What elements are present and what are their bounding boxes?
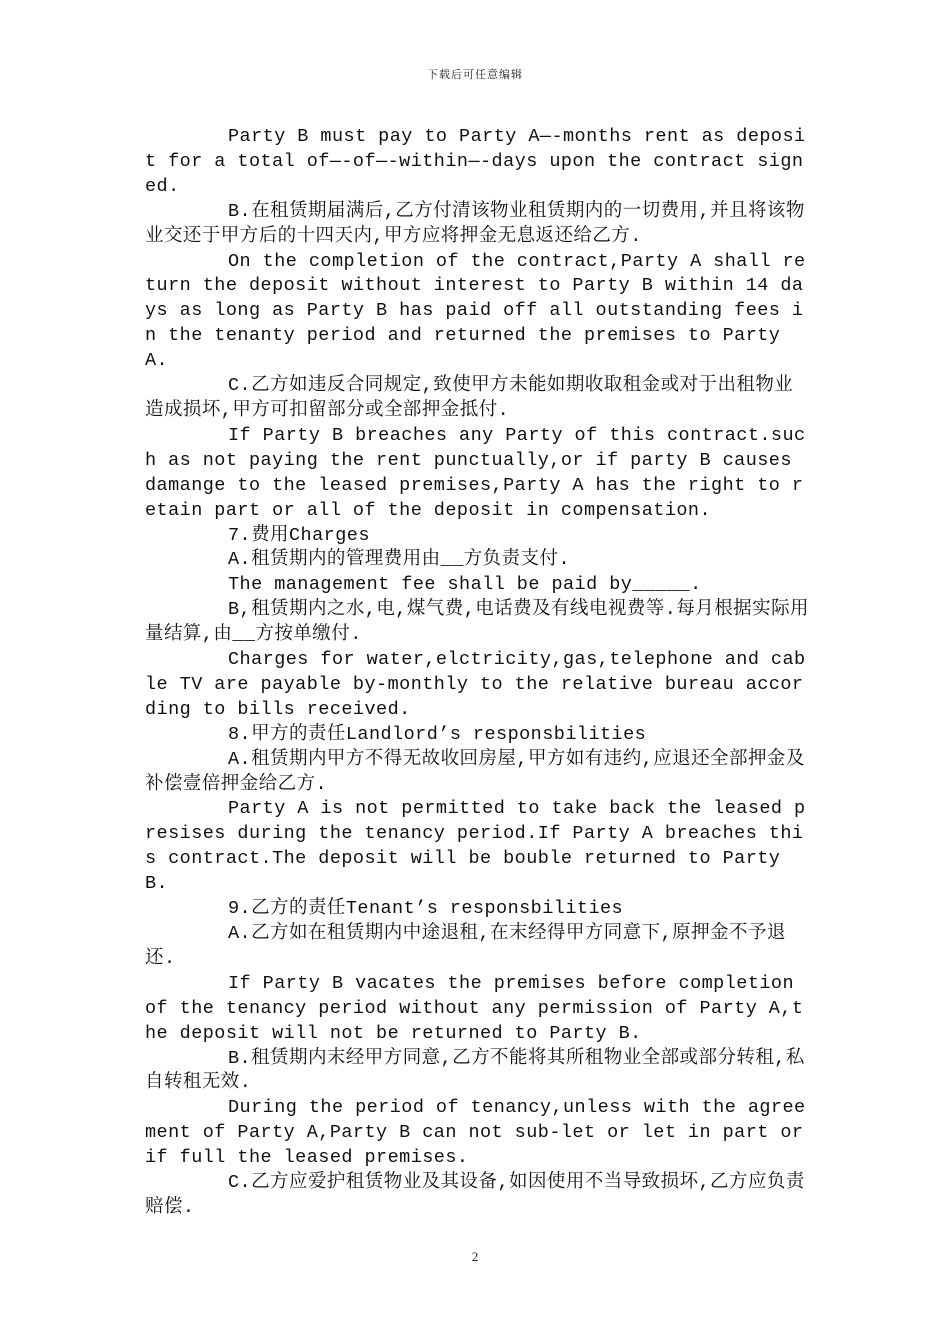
page-number: 2 bbox=[471, 1249, 479, 1264]
paragraph: Party A is not permitted to take back the leased presises during the tenancy period.If Party A breaches this contract.The deposit will be bouble returned to Party B. bbox=[145, 798, 806, 895]
paragraph: A.乙方如在租赁期内中途退租,在末经得甲方同意下,原押金不予退还. bbox=[145, 923, 786, 969]
page-header: 下载后可任意编辑 bbox=[427, 68, 523, 81]
paragraph: B.租赁期内末经甲方同意,乙方不能将其所租物业全部或部分转租,私自转租无效. bbox=[145, 1047, 805, 1094]
paragraph: B.在租赁期届满后,乙方付清该物业租赁期内的一切费用,并且将该物业交还于甲方后的十四天内,甲方应将押金无息返还给乙方. bbox=[145, 200, 805, 247]
paragraph: Charges for water,elctricity,gas,telephone and cable TV are payable by-monthly to the relative bureau according to bills received. bbox=[145, 649, 806, 720]
section-heading: 7.费用Charges bbox=[228, 524, 370, 546]
paragraph: If Party B vacates the premises before completion of the tenancy period without any permission of Party A,the deposit will not be returned to Party B. bbox=[145, 972, 804, 1044]
section-heading: 8.甲方的责任Landlord’s responsbilities bbox=[228, 723, 647, 745]
paragraph: Party B must pay to Party A—-months rent as deposit for a total of—-of—-within—-days upon the contract signed. bbox=[145, 126, 806, 197]
paragraph: A.租赁期内的管理费用由__方负责支付. bbox=[228, 549, 571, 571]
paragraph: B,租赁期内之水,电,煤气费,电话费及有线电视费等.每月根据实际用量结算,由__方按单缴付. bbox=[145, 599, 809, 646]
section-heading: 9.乙方的责任Tenant’s responsbilities bbox=[228, 898, 624, 920]
paragraph: C.乙方如违反合同规定,致使甲方未能如期收取租金或对于出租物业造成损坏,甲方可扣留部分或全部押金抵付. bbox=[145, 375, 794, 421]
paragraph: C.乙方应爱护租赁物业及其设备,如因使用不当导致损坏,乙方应负责赔偿. bbox=[145, 1172, 805, 1218]
paragraph: On the completion of the contract,Party A shall return the deposit without interest to Party B within 14 days as long as Party B has paid off all outstanding fees in the tenanty period and returned the premises to Party A. bbox=[145, 250, 806, 372]
paragraph: The management fee shall be paid by_____. bbox=[228, 574, 702, 596]
document-body bbox=[145, 125, 810, 1221]
paragraph: During the period of tenancy,unless with the agreement of Party A,Party B can not sub-let or let in part or if full the leased premises. bbox=[145, 1097, 806, 1169]
paragraph: A.租赁期内甲方不得无故收回房屋,甲方如有违约,应退还全部押金及补偿壹倍押金给乙方. bbox=[145, 748, 805, 795]
paragraph: If Party B breaches any Party of this contract.such as not paying the rent punctually,or if party B causes damange to the leased premises,Party A has the right to retain part or all of the deposit in compensation. bbox=[145, 424, 806, 521]
